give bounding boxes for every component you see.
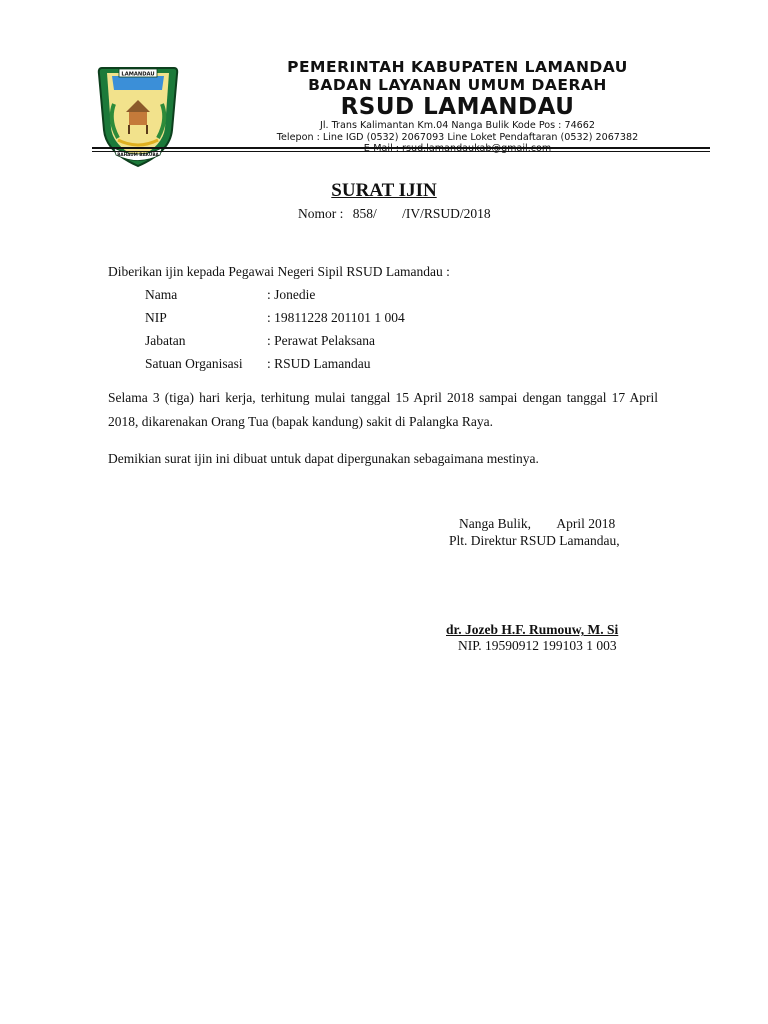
field-row-nip (145, 310, 405, 326)
letter-number (298, 206, 491, 222)
letter-number-label: Nomor : (298, 206, 344, 221)
letterhead-phone: Telepon : Line IGD (0532) 2067093 Line Loket Pendaftaran (0532) 2067382 (276, 131, 639, 143)
letterhead-address: Jl. Trans Kalimantan Km.04 Nanga Bulik Kode Pos : 74662 (320, 120, 595, 131)
letter-body-paragraph: Selama 3 (tiga) hari kerja, terhitung mulai tanggal 15 April 2018 sampai dengan tanggal 17 April 2018, dikarenakan Orang Tua (bapak kandung) sakit di Palangka Raya. (108, 390, 658, 429)
letterhead-divider (92, 147, 710, 149)
svg-text:BAHAUM BAKUBA: BAHAUM BAKUBA (117, 152, 159, 157)
field-value: : Perawat Pelaksana (267, 333, 375, 348)
svg-text:LAMANDAU: LAMANDAU (121, 71, 155, 78)
signature-name: dr. Jozeb H.F. Rumouw, M. Si (446, 622, 619, 637)
letterhead (205, 58, 710, 155)
field-row-satuan-organisasi (145, 356, 371, 372)
field-label: Nama (145, 287, 178, 302)
field-value: : Jonedie (267, 287, 316, 302)
letter-title: SURAT IJIN (331, 180, 437, 201)
field-label: Jabatan (145, 333, 186, 348)
letterhead-hospital: RSUD LAMANDAU (340, 94, 575, 120)
letter-number-part1: 858/ (352, 206, 377, 221)
signature-place-date (459, 516, 615, 532)
signature-nip: NIP. 19590912 199103 1 003 (458, 638, 617, 653)
letter-intro: Diberikan ijin kepada Pegawai Negeri Sipil RSUD Lamandau : (108, 264, 450, 279)
field-row-jabatan (145, 333, 375, 349)
signature-date: April 2018 (556, 516, 616, 531)
field-row-nama (145, 287, 315, 303)
field-label: NIP (145, 310, 167, 325)
letterhead-government: PEMERINTAH KABUPATEN LAMANDAU (287, 58, 628, 76)
letterhead-agency: BADAN LAYANAN UMUM DAERAH (308, 76, 607, 94)
field-label: Satuan Organisasi (145, 356, 243, 371)
letter-closing: Demikian surat ijin ini dibuat untuk dapat dipergunakan sebagaimana mestinya. (108, 451, 539, 466)
lamandau-emblem-logo (92, 60, 184, 170)
letterhead-divider-thin (92, 151, 710, 152)
signature-place: Nanga Bulik, (459, 516, 531, 531)
field-value: : 19811228 201101 1 004 (267, 310, 405, 325)
signature-position: Plt. Direktur RSUD Lamandau, (449, 533, 620, 548)
letter-number-part2: /IV/RSUD/2018 (402, 206, 491, 221)
field-value: : RSUD Lamandau (267, 356, 371, 371)
